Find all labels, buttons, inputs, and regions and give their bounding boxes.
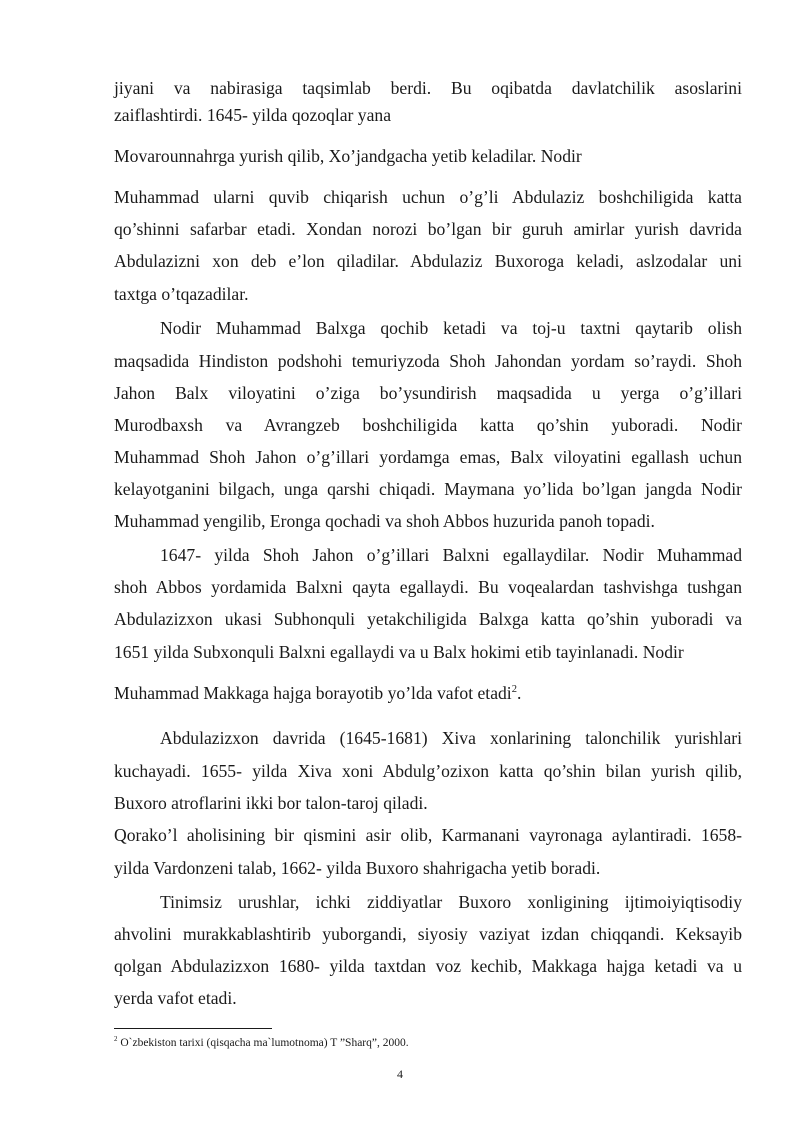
text-line: yerda vafot etadi. (114, 988, 237, 1008)
text-line: taxtga o’tqazadilar. (114, 284, 249, 304)
paragraph-first-line: 1647- yilda Shoh Jahon o’g’illari Balxni egallaydilar. Nodir Muhammad (160, 545, 742, 565)
text-line: jiyani va nabirasiga taqsimlab berdi. Bu oqibatda davlatchilik asoslarini (114, 78, 742, 98)
text-line: 1651 yilda Subxonquli Balxni egallaydi va u Balx hokimi etib tayinlanadi. Nodir (114, 642, 684, 662)
text-line: maqsadida Hindiston podshohi temuriyzoda Shoh Jahondan yordam so’raydi. Shoh (114, 351, 742, 371)
text-line-with-footnote (114, 682, 742, 704)
text-line: Muhammad ularni quvib chiqarish uchun o’g’li Abdulaziz boshchiligida katta (114, 187, 742, 207)
text-line: qo’shinni safarbar etadi. Xondan norozi bo’lgan bir guruh amirlar yurish davrida (114, 219, 742, 239)
paragraph-first-line: Abdulazizxon davrida (1645-1681) Xiva xonlarining talonchilik yurishlari (160, 728, 742, 748)
text-line: Abdulazizni xon deb e’lon qiladilar. Abdulaziz Buxoroga keladi, aslzodalar uni (114, 251, 742, 271)
page-number: 4 (397, 1067, 403, 1081)
footnote-number: 2 (114, 1036, 118, 1044)
text-line: Muhammad Shoh Jahon o’g’illari yordamga emas, Balx viloyatini egallash uchun (114, 447, 742, 467)
sentence-period: . (516, 683, 522, 703)
text-line: Abdulazizxon ukasi Subhonquli yetakchiligida Balxga katta qo’shin yuboradi va (114, 609, 742, 629)
text-line: yilda Vardonzeni talab, 1662- yilda Buxoro shahrigacha yetib boradi. (114, 858, 601, 878)
text-span: Muhammad Makkaga hajga borayotib yo’lda vafot etadi (114, 683, 512, 703)
footnote-separator (114, 1028, 272, 1029)
footnote-reference[interactable]: 2 (511, 684, 517, 696)
text-line: kelayotganini bilgach, unga qarshi chiqadi. Maymana yo’lida bo’lgan jangda Nodir (114, 479, 742, 499)
text-line: Muhammad yengilib, Eronga qochadi va shoh Abbos huzurida panoh topadi. (114, 511, 655, 531)
text-line: Jahon Balx viloyatini o’ziga bo’ysundirish maqsadida u yerga o’g’illari (114, 383, 742, 403)
text-line: ahvolini murakkablashtirib yuborgandi, siyosiy vaziyat izdan chiqqandi. Keksayib (114, 924, 742, 944)
text-line: qolgan Abdulazizxon 1680- yilda taxtdan voz kechib, Makkaga hajga ketadi va u (114, 956, 742, 976)
text-line: Movarounnahrga yurish qilib, Xo’jandgacha yetib keladilar. Nodir (114, 146, 582, 166)
text-line: Murodbaxsh va Avrangzeb boshchiligida katta qo’shin yuboradi. Nodir (114, 415, 742, 435)
paragraph-first-line: Nodir Muhammad Balxga qochib ketadi va toj-u taxtni qaytarib olish (160, 318, 742, 338)
footnote-text: O`zbekiston tarixi (qisqacha ma`lumotnoma) T ”Sharq”, 2000. (117, 1037, 409, 1049)
text-line: zaiflashtirdi. 1645- yilda qozoqlar yana (114, 105, 392, 125)
footnote (114, 1035, 409, 1051)
text-line: Qorako’l aholisining bir qismini asir olib, Karmanani vayronaga aylantiradi. 1658- (114, 825, 742, 845)
text-line: Buxoro atroflarini ikki bor talon-taroj qiladi. (114, 793, 428, 813)
text-line: kuchayadi. 1655- yilda Xiva xoni Abdulg’ozixon katta qo’shin bilan yurish qilib, (114, 761, 742, 781)
paragraph-first-line: Tinimsiz urushlar, ichki ziddiyatlar Buxoro xonligining ijtimoiyiqtisodiy (160, 892, 742, 912)
text-line: shoh Abbos yordamida Balxni qayta egallaydi. Bu voqealardan tashvishga tushgan (114, 577, 742, 597)
